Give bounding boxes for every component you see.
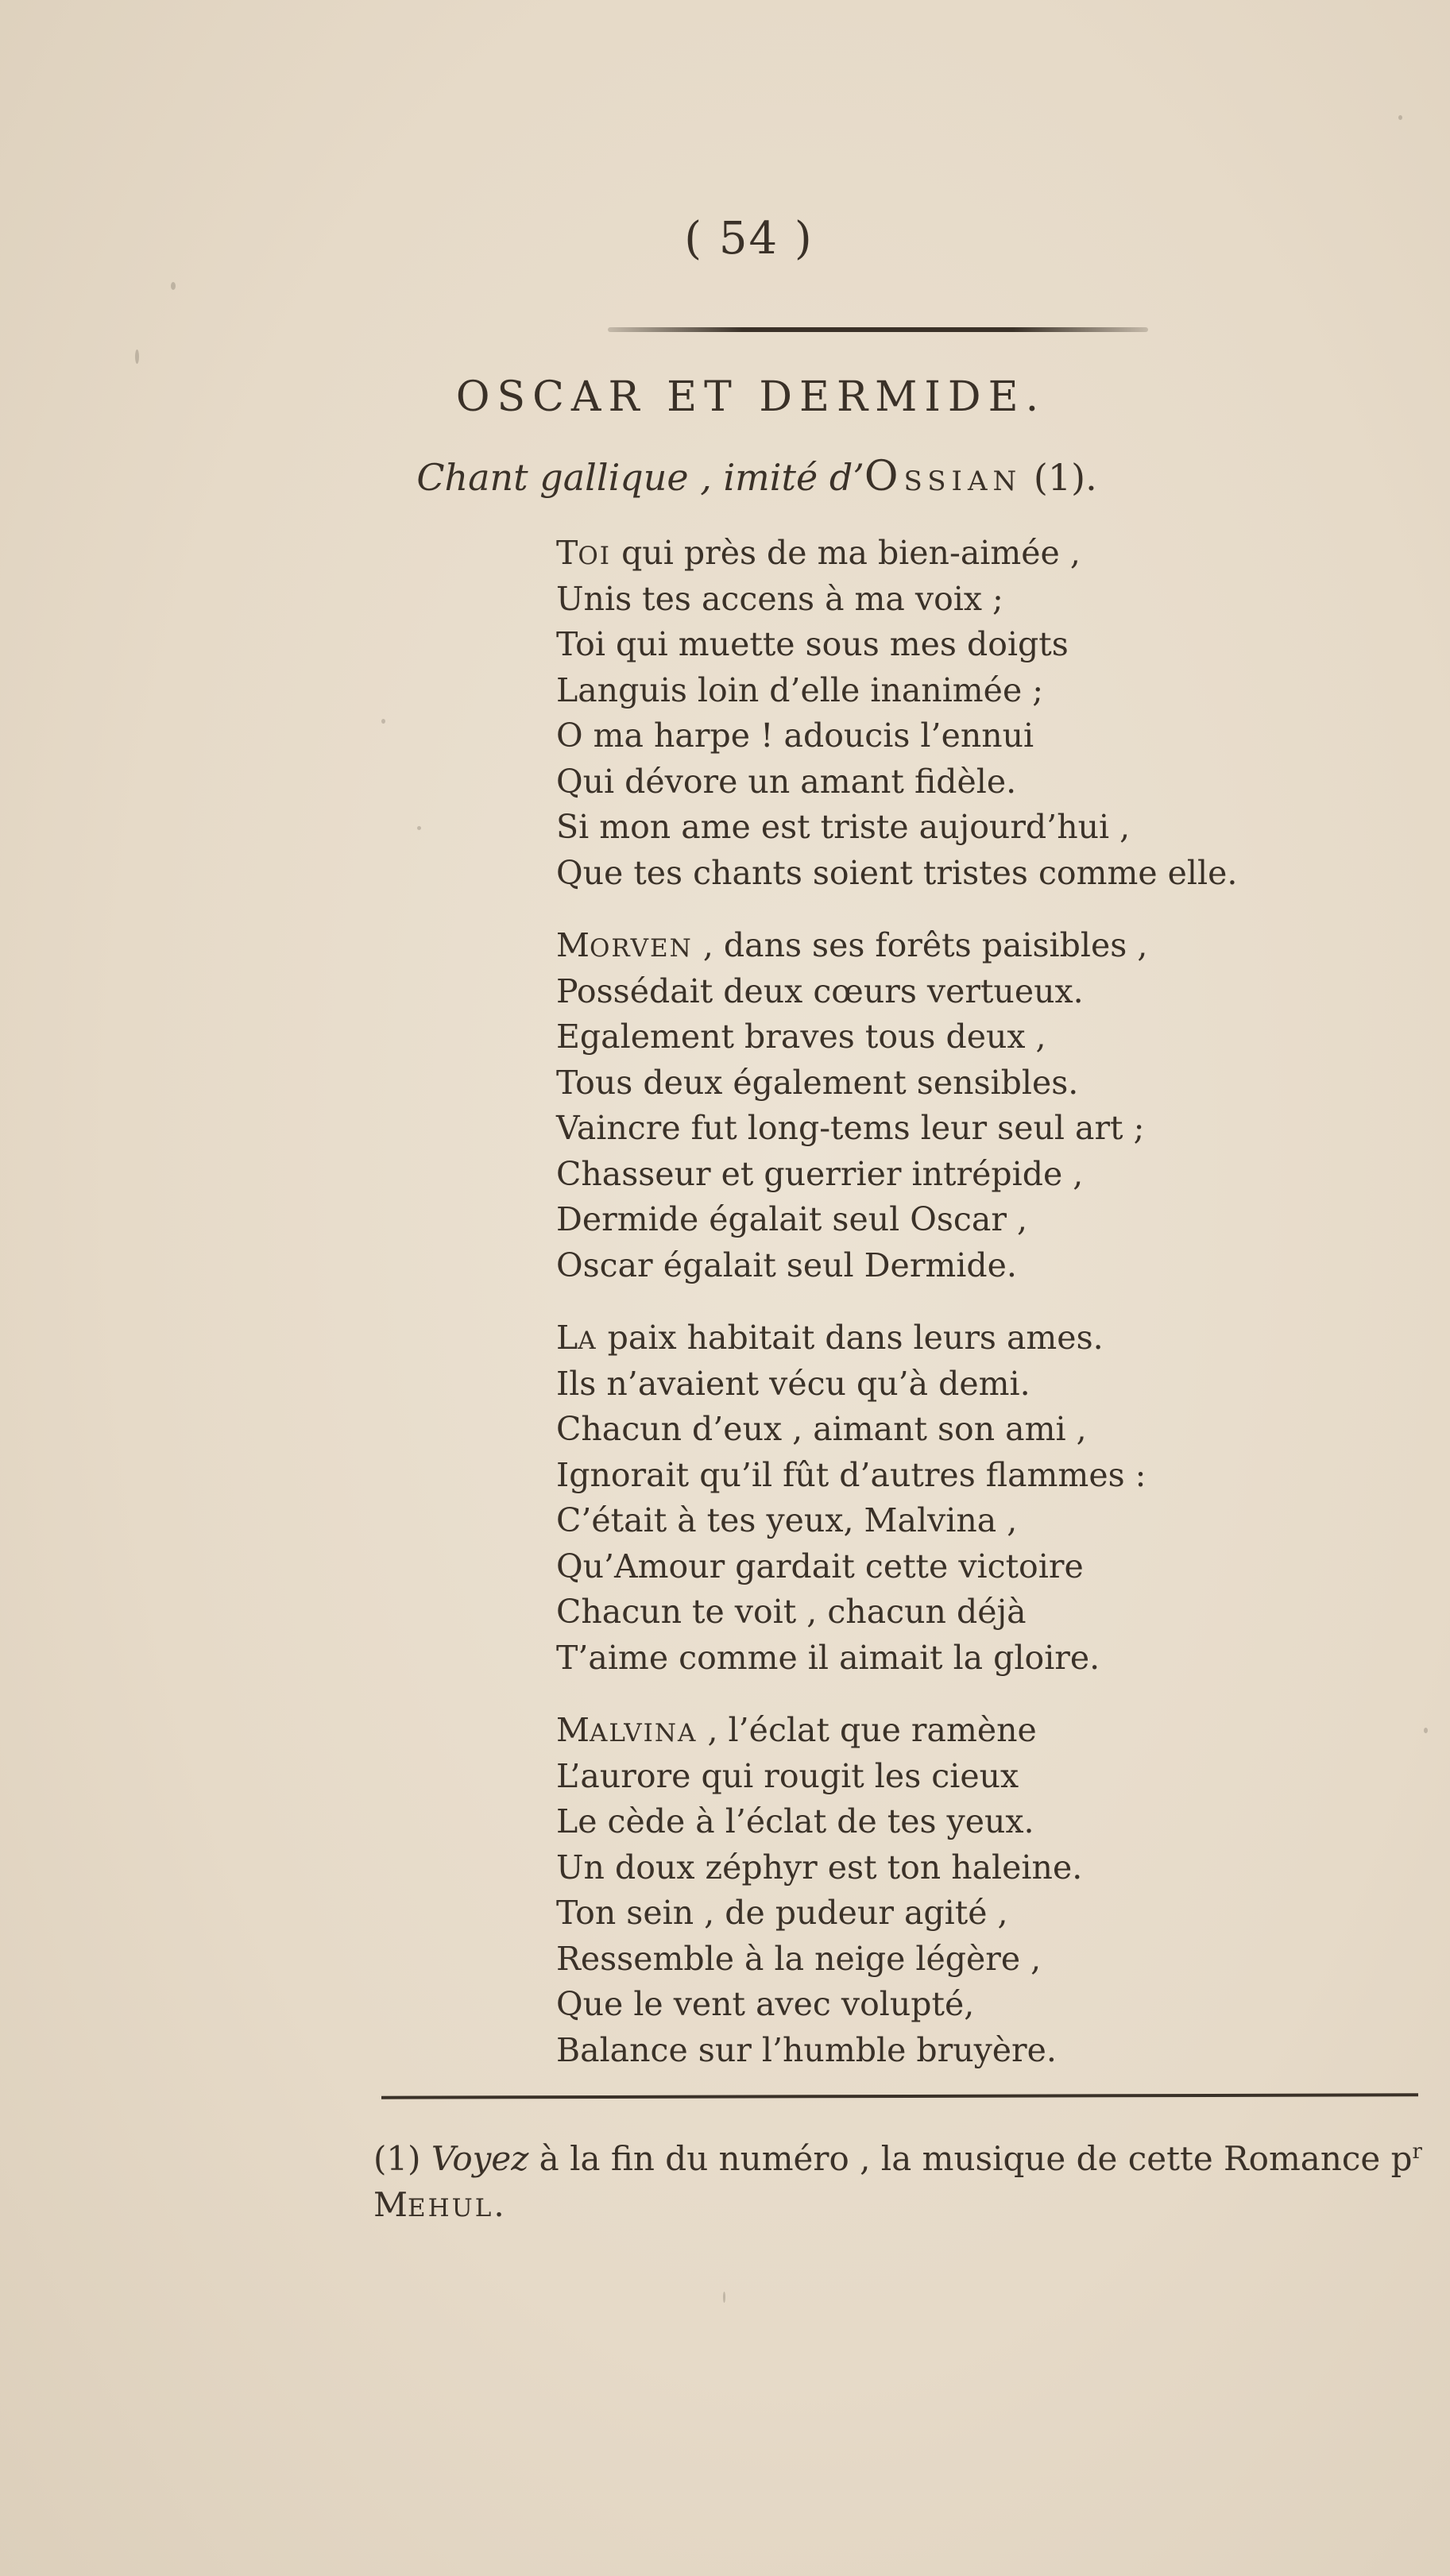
poem-line: C’était à tes yeux, Malvina , bbox=[556, 1501, 1018, 1539]
first-line-text: qui près de ma bien-aimée , bbox=[611, 534, 1081, 572]
footnote-author-initial: M bbox=[373, 2185, 408, 2224]
stanza bbox=[556, 923, 1351, 1288]
page-number: ( 54 ) bbox=[684, 213, 814, 265]
subtitle-author-rest: SSIAN bbox=[903, 465, 1023, 497]
stanza bbox=[556, 531, 1351, 896]
poem-line bbox=[556, 923, 1351, 969]
stanza bbox=[556, 1315, 1351, 1681]
paper-speck bbox=[135, 350, 139, 364]
poem-line: L’aurore qui rougit les cieux bbox=[556, 1756, 1019, 1795]
poem-line: Egalement braves tous deux , bbox=[556, 1018, 1046, 1056]
poem-line: Ils n’avaient vécu qu’à demi. bbox=[556, 1364, 1030, 1403]
footnote-author-end: . bbox=[493, 2185, 505, 2224]
stanza bbox=[556, 1708, 1351, 2073]
poem-line: Le cède à l’éclat de tes yeux. bbox=[556, 1802, 1034, 1840]
footnote-number: (1) bbox=[373, 2139, 431, 2178]
stanza-initial-rest: OI bbox=[578, 542, 612, 570]
subtitle-author-initial: O bbox=[864, 453, 904, 500]
poem-line: Possédait deux cœurs vertueux. bbox=[556, 971, 1084, 1010]
paper-speck bbox=[381, 719, 385, 724]
poem-line: Ton sein , de pudeur agité , bbox=[556, 1894, 1008, 1932]
paper-speck bbox=[171, 282, 176, 290]
stanza-initial: M bbox=[556, 1711, 590, 1749]
footnote-author bbox=[373, 2185, 505, 2224]
subtitle-text: Chant gallique , imité d’ bbox=[416, 456, 864, 499]
poem-line: T’aime comme il aimait la gloire. bbox=[556, 1638, 1100, 1677]
poem-line: Qu’Amour gardait cette victoire bbox=[556, 1547, 1084, 1585]
poem-line: Si mon ame est triste aujourd’hui , bbox=[556, 808, 1131, 846]
footnote-text: à la fin du numéro , la musique de cette Romance p bbox=[528, 2139, 1413, 2178]
poem-line: Chacun d’eux , aimant son ami , bbox=[556, 1410, 1087, 1448]
paper-speck bbox=[417, 826, 421, 830]
footnote bbox=[373, 2129, 1422, 2231]
poem-line: Toi qui muette sous mes doigts bbox=[556, 625, 1069, 663]
poem-line: Que le vent avec volupté, bbox=[556, 1985, 975, 2023]
stanza-initial-rest: ORVEN bbox=[589, 934, 693, 963]
poem-line: Balance sur l’humble bruyère. bbox=[556, 2030, 1057, 2069]
poem-line bbox=[556, 531, 1351, 577]
first-line-text: , l’éclat que ramène bbox=[697, 1711, 1037, 1749]
poem-line: Oscar égalait seul Dermide. bbox=[556, 1246, 1017, 1284]
stanza-initial: L bbox=[556, 1319, 578, 1357]
stanza-initial: M bbox=[556, 926, 590, 964]
poem-line: O ma harpe ! adoucis l’ennui bbox=[556, 716, 1034, 755]
poem-title: OSCAR ET DERMIDE. bbox=[455, 373, 1046, 421]
poem-line: Qui dévore un amant fidèle. bbox=[556, 762, 1017, 801]
poem-subtitle bbox=[0, 453, 1450, 500]
poem-line: Chacun te voit , chacun déjà bbox=[556, 1593, 1027, 1631]
header-rule bbox=[608, 327, 1148, 332]
paper-speck bbox=[723, 2292, 725, 2303]
paper-speck bbox=[1398, 115, 1402, 120]
poem-line: Chasseur et guerrier intrépide , bbox=[556, 1154, 1084, 1193]
poem-line: Tous deux également sensibles. bbox=[556, 1063, 1079, 1102]
stanza-initial: T bbox=[556, 534, 578, 572]
footnote-author-rest: EHUL bbox=[408, 2194, 494, 2223]
poem-line: Unis tes accens à ma voix ; bbox=[556, 579, 1003, 618]
first-line-text: paix habitait dans leurs ames. bbox=[597, 1319, 1104, 1357]
poem-body bbox=[556, 531, 1351, 2100]
poem-line: Ressemble à la neige légère , bbox=[556, 1939, 1042, 1978]
paper-speck bbox=[1424, 1728, 1428, 1733]
subtitle-author bbox=[864, 453, 1023, 500]
poem-line: Que tes chants soient tristes comme elle. bbox=[556, 853, 1238, 892]
footnote-reference: (1). bbox=[1022, 456, 1097, 499]
poem-line bbox=[556, 1315, 1351, 1361]
poem-line bbox=[556, 1708, 1351, 1754]
poem-line: Dermide égalait seul Oscar , bbox=[556, 1200, 1027, 1238]
stanza-initial-rest: ALVINA bbox=[589, 1719, 698, 1748]
poem-line: Ignorait qu’il fût d’autres flammes : bbox=[556, 1455, 1146, 1494]
footnote-voyez: Voyez bbox=[431, 2139, 529, 2178]
stanza-initial-rest: A bbox=[578, 1327, 597, 1355]
poem-line: Un doux zéphyr est ton haleine. bbox=[556, 1848, 1083, 1887]
first-line-text: , dans ses forêts paisibles , bbox=[692, 926, 1148, 964]
poem-line: Languis loin d’elle inanimée ; bbox=[556, 670, 1044, 709]
poem-line: Vaincre fut long-tems leur seul art ; bbox=[556, 1109, 1145, 1147]
footnote-superscript: r bbox=[1412, 2140, 1422, 2164]
